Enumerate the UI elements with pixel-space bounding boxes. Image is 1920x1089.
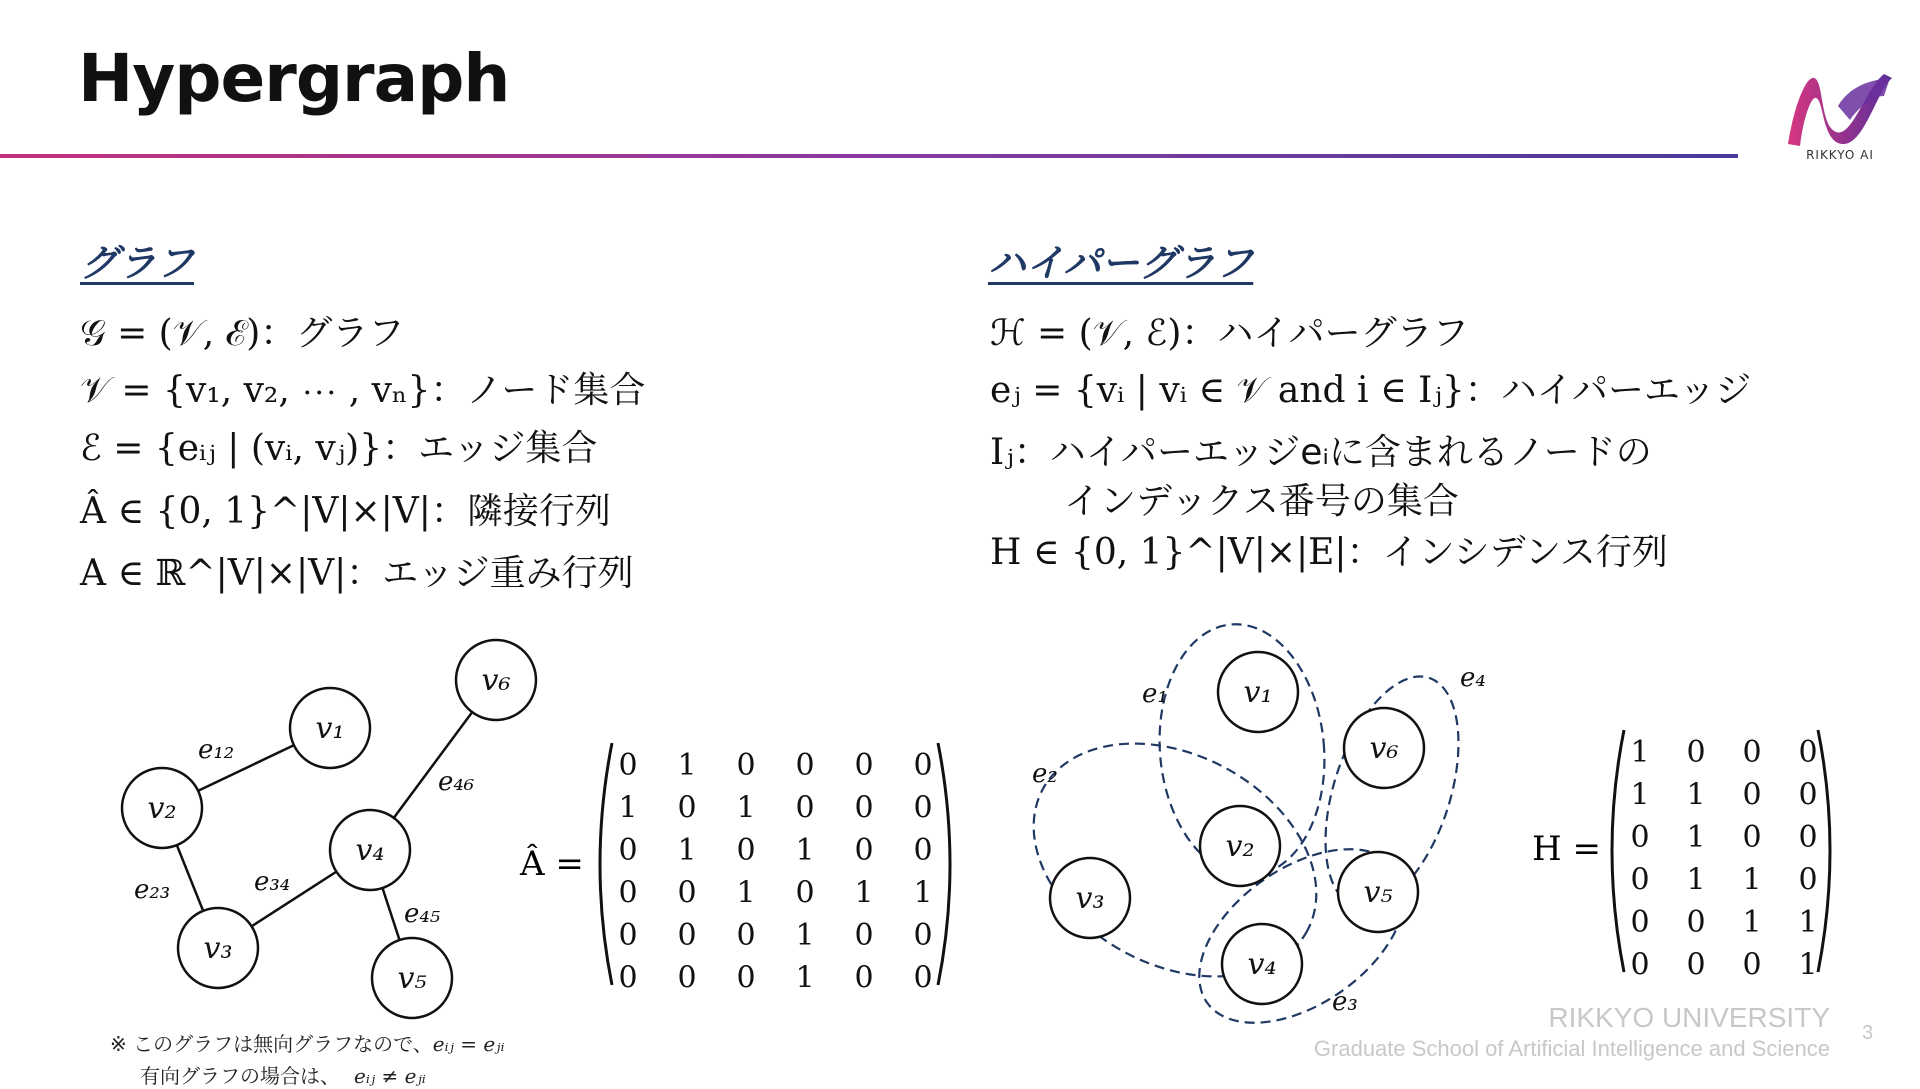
weight-def-math: A ∈ ℝ^|V|×|V| [80,553,347,594]
directed-note-text: 有向グラフの場合は、 [140,1064,340,1088]
hyperedge-label-e4: e₄ [1460,663,1486,693]
adjacency-cell-0-1: 1 [677,748,697,783]
adjacency-def-line [80,483,611,534]
hnode-label-v6: v₆ [1369,731,1399,766]
adjacency-cell-3-2: 1 [736,875,756,911]
index-set-line-2 [1064,473,1459,524]
adjacency-cell-4-4: 0 [854,918,874,953]
slide-title: Hypergraph [78,40,510,117]
hypergraph-def-line [990,305,1469,356]
incidence-def-line [990,524,1668,575]
undirected-note-math: eᵢⱼ = eⱼᵢ [432,1032,505,1056]
incidence-cell-5-3: 1 [1798,947,1818,980]
graph-def-text: ：グラフ [260,313,405,354]
adjacency-cell-5-1: 0 [677,960,697,995]
incidence-cell-3-1: 1 [1686,862,1706,898]
incidence-left-bracket [1612,730,1624,972]
adjacency-cell-2-2: 0 [736,833,756,868]
incidence-cell-3-2: 1 [1742,862,1762,898]
adjacency-cell-1-1: 0 [677,790,697,826]
incidence-cell-0-0: 1 [1630,735,1650,770]
edge-set-text: ：エッジ集合 [382,428,598,469]
node-label-v3: v₃ [203,931,233,966]
index-set-text: ：ハイパーエッジeᵢに含まれるノードの [1013,432,1652,473]
adjacency-cell-1-3: 0 [795,790,815,826]
adjacency-cell-2-1: 1 [677,833,697,868]
hypergraph-diagram [1020,620,1510,1040]
adjacency-cell-0-3: 0 [795,748,815,783]
index-set-math: Iⱼ [990,432,1014,473]
hyperedge-def-text: ：ハイパーエッジ [1464,370,1752,411]
hnode-label-v3: v₃ [1075,881,1105,916]
node-set-text: ：ノード集合 [430,370,646,411]
node-label-v5: v₅ [397,961,427,996]
incidence-matrix [1528,720,1848,980]
weight-def-text: ：エッジ重み行列 [346,553,634,594]
hypergraph-heading: ハイパーグラフ [988,241,1254,285]
hnode-label-v5: v₅ [1363,875,1393,910]
directed-note-math: eᵢⱼ ≠ eⱼᵢ [354,1064,426,1088]
adjacency-cell-3-5: 1 [913,875,933,911]
adjacency-right-bracket [938,743,950,985]
adjacency-cell-2-4: 0 [854,833,874,868]
hnode-label-v4: v₄ [1247,947,1277,982]
page-number: 3 [1862,1022,1874,1044]
node-label-v4: v₄ [355,833,385,868]
adjacency-cell-0-2: 0 [736,748,756,783]
incidence-def-text: ：インシデンス行列 [1346,532,1668,573]
incidence-cell-1-1: 1 [1686,777,1706,813]
adjacency-cell-3-3: 0 [795,875,815,911]
adjacency-cell-4-2: 0 [736,918,756,953]
graph-def-line [80,305,404,356]
adjacency-cell-5-0: 0 [618,960,638,995]
incidence-cell-0-1: 0 [1686,735,1706,770]
incidence-cell-0-3: 0 [1798,735,1818,770]
incidence-cell-4-1: 0 [1686,905,1706,940]
node-label-v2: v₂ [147,791,177,826]
node-set-math: 𝒱 = {v₁, v₂, ⋯ , vₙ} [80,370,431,411]
incidence-cell-2-3: 0 [1798,820,1818,855]
adjacency-cell-1-5: 0 [913,790,933,826]
incidence-def-math: H ∈ {0, 1}^|V|×|E| [990,532,1347,573]
adjacency-cell-5-4: 0 [854,960,874,995]
directed-note [140,1060,426,1089]
incidence-cell-5-1: 0 [1686,947,1706,980]
incidence-cell-4-3: 1 [1798,905,1818,940]
edge-label-e12: e₁₂ [198,735,235,765]
adjacency-cell-5-5: 0 [913,960,933,995]
hnode-label-v1: v₁ [1243,675,1273,710]
adjacency-cell-0-5: 0 [913,748,933,783]
undirected-note-text: ※ このグラフは無向グラフなので、 [110,1032,433,1056]
adjacency-cell-4-3: 1 [795,918,815,953]
adjacency-def-text: ：隣接行列 [430,491,611,532]
adjacency-cell-2-3: 1 [795,833,815,868]
edge-label-e46: e₄₆ [438,767,475,797]
adjacency-def-math: Â ∈ {0, 1}^|V|×|V| [80,491,431,532]
hyperedge-def-math: eⱼ = {vᵢ | vᵢ ∈ 𝒱 and i ∈ Iⱼ} [990,370,1465,411]
incidence-cell-4-2: 1 [1742,905,1762,940]
hnode-label-v2: v₂ [1225,829,1255,864]
edge-set-line [80,420,597,471]
logo-text: RIKKYO AI [1806,148,1874,162]
incidence-cell-5-2: 0 [1742,947,1762,980]
adjacency-cell-4-0: 0 [618,918,638,953]
undirected-note [110,1028,504,1057]
adjacency-cell-1-0: 1 [618,790,638,826]
adjacency-left-bracket [600,743,612,985]
adjacency-cell-1-2: 1 [736,790,756,826]
incidence-cell-0-2: 0 [1742,735,1762,770]
adjacency-cell-5-2: 0 [736,960,756,995]
node-set-line [80,362,645,413]
hypergraph-def-math: ℋ = (𝒱, ℰ) [990,313,1182,354]
incidence-cell-1-0: 1 [1630,777,1650,813]
hyperedge-label-e2: e₂ [1032,759,1058,789]
hyperedge-e2 [1020,697,1357,1023]
node-label-v6: v₆ [481,663,511,698]
edge-set-math: ℰ = {eᵢⱼ | (vᵢ, vⱼ)} [80,428,383,469]
incidence-cell-3-0: 0 [1630,862,1650,898]
adjacency-cell-4-1: 0 [677,918,697,953]
adjacency-cell-3-0: 0 [618,875,638,911]
edge-label-e34: e₃₄ [254,867,291,897]
footer-university: RIKKYO UNIVERSITY [1548,1002,1830,1033]
hyperedge-def-line [990,362,1751,413]
adjacency-matrix-label: Â = [520,844,584,884]
incidence-right-bracket [1818,730,1830,972]
index-set-text-2: インデックス番号の集合 [1064,481,1459,522]
edge-label-e23: e₂₃ [134,875,171,905]
footer-school: Graduate School of Artificial Intelligence and Science [1313,1036,1830,1061]
hypergraph-def-text: ：ハイパーグラフ [1181,313,1469,354]
incidence-matrix-label: H = [1532,829,1601,869]
incidence-cell-1-2: 0 [1742,777,1762,813]
adjacency-cell-2-5: 0 [913,833,933,868]
adjacency-cell-3-4: 1 [854,875,874,911]
incidence-cell-3-3: 0 [1798,862,1818,898]
node-label-v1: v₁ [315,711,345,746]
adjacency-cell-2-0: 0 [618,833,638,868]
title-divider [0,154,1738,158]
incidence-cell-1-3: 0 [1798,777,1818,813]
weight-def-line [80,545,634,596]
incidence-cell-2-0: 0 [1630,820,1650,855]
adjacency-cell-0-4: 0 [854,748,874,783]
adjacency-cell-5-3: 1 [795,960,815,995]
incidence-cell-2-2: 0 [1742,820,1762,855]
edge-label-e45: e₄₅ [404,899,441,929]
incidence-cell-4-0: 0 [1630,905,1650,940]
hyperedge-label-e3: e₃ [1332,987,1358,1017]
graph-heading: グラフ [80,241,195,285]
hyperedge-label-e1: e₁ [1142,679,1168,709]
adjacency-matrix [510,735,970,995]
graph-diagram [100,630,560,1030]
index-set-line [990,424,1652,475]
adjacency-cell-0-0: 0 [618,748,638,783]
adjacency-cell-3-1: 0 [677,875,697,911]
adjacency-cell-4-5: 0 [913,918,933,953]
graph-def-math: 𝒢 = (𝒱, ℰ) [80,313,261,354]
incidence-cell-5-0: 0 [1630,947,1650,980]
adjacency-cell-1-4: 0 [854,790,874,826]
incidence-cell-2-1: 1 [1686,820,1706,855]
